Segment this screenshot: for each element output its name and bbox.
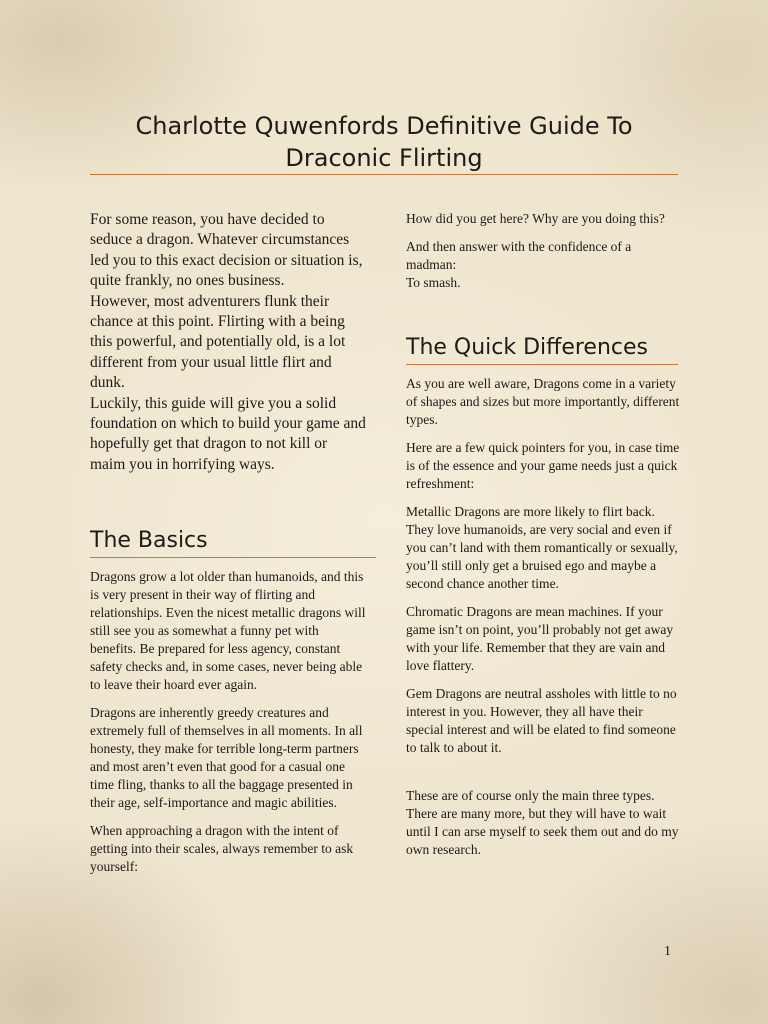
differences-heading: The Quick Differences (406, 335, 648, 360)
differences-divider (406, 364, 678, 365)
question-text: How did you get here? Why are you doing this? (406, 211, 665, 226)
title-divider (90, 174, 678, 175)
answer-text: To smash. (406, 275, 461, 290)
basics-paragraph-1: Dragons grow a lot older than humanoids, and this is very present in their way of flirting and relationships. Even the nicest metallic dragons will still see you as somewhat a funny pet with benefits. Be prepared for less agency, constant safety checks and, in some cases, never being able to leave their hoard ever again. (90, 569, 366, 693)
page-title: Charlotte Quwenfords Definitive Guide To Draconic Flirting (135, 112, 633, 172)
basics-paragraph-3: When approaching a dragon with the intent of getting into their scales, always remember to ask yourself: (90, 823, 354, 875)
intro-paragraph-3: Luckily, this guide will give you a solid foundation on which to build your game and hopefully get that dragon to not kill or maim you in horrifying ways. (90, 394, 366, 473)
basics-divider (90, 557, 376, 558)
chromatic-dragons-paragraph: Chromatic Dragons are mean machines. If your game isn’t on point, you’ll probably not get away with your life. Remember that they are vain and love flattery. (406, 604, 674, 673)
page-number: 1 (664, 944, 671, 959)
closing-paragraph: These are of course only the main three types. There are many more, but they will have to wait until I can arse myself to seek them out and do my own research. (406, 788, 679, 857)
left-column (90, 210, 366, 886)
differences-paragraph-1: As you are well aware, Dragons come in a variety of shapes and sizes but more importantly, different types. (406, 376, 680, 427)
basics-heading: The Basics (90, 528, 208, 554)
right-column (406, 210, 680, 869)
differences-paragraph-2: Here are a few quick pointers for you, in case time is of the essence and your game needs just a quick refreshment: (406, 440, 680, 491)
basics-section (90, 568, 366, 876)
question-section (406, 210, 680, 292)
metallic-dragons-paragraph: Metallic Dragons are more likely to flirt back. They love humanoids, are very social and even if you can’t land with them romantically or sexually, you’ll still only get a bruised ego and maybe a second chance another time. (406, 504, 678, 591)
differences-section (406, 375, 680, 859)
answer-intro: And then answer with the confidence of a madman: (406, 239, 632, 272)
gem-dragons-paragraph: Gem Dragons are neutral assholes with little to no interest in you. However, they all have their special interest and will be elated to find someone to talk to about it. (406, 686, 677, 755)
intro-paragraph-1: For some reason, you have decided to seduce a dragon. Whatever circumstances led you to this exact decision or situation is, quite frankly, no ones business. (90, 211, 363, 290)
intro-paragraph-2: However, most adventurers flunk their chance at this point. Flirting with a being this powerful, and potentially old, is a lot different from your usual little flirt and dunk. (90, 292, 346, 392)
basics-paragraph-2: Dragons are inherently greedy creatures and extremely full of themselves in all moments. In all honesty, they make for terrible long-term partners and most aren’t even that good for a casual one time fling, thanks to all the baggage presented in their age, self-importance and magic abilities. (90, 705, 363, 811)
intro-section (90, 210, 366, 475)
